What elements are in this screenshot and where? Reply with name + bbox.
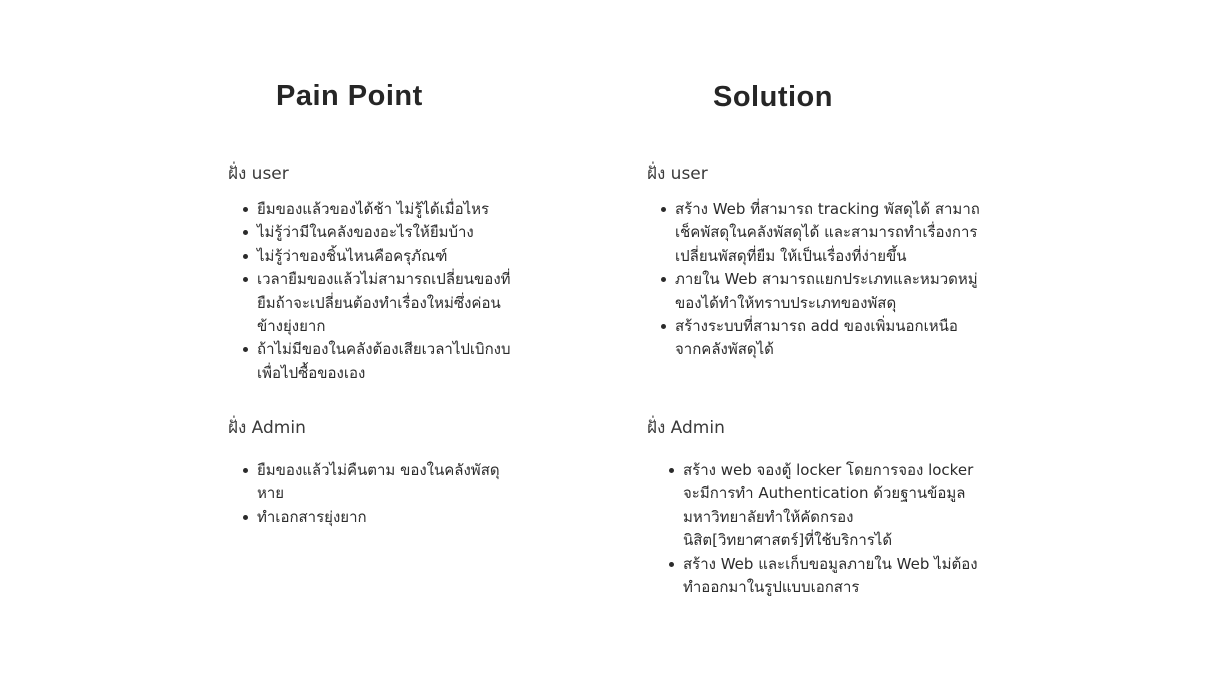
pain-admin-item: ยืมของแล้วไม่คืนตาม ของในคลังพัสดุหาย [257,459,519,506]
solution-user-list [675,198,980,362]
pain-admin-label: ฝั่ง Admin [228,418,306,438]
solution-admin-item: สร้าง web จองตู้ locker โดยการจอง locker จะมีการทำ Authentication ด้วยฐานข้อมูลมหาวิทยาลัยทำให้คัดกรองนิสิต[วิทยาศาสตร์]ที่ใช้บริการได้ [683,459,983,553]
solution-user-item: สร้าง Web ที่สามารถ tracking พัสดุได้ สามาถเช็คพัสดุในคลังพัสดุได้ และสามารถทำเรื่องการเปลี่ยนพัสดุที่ยืม ให้เป็นเรื่องที่ง่ายขึ้น [675,198,980,268]
pain-user-item: ไม่รู้ว่าของชิ้นไหนคือครุภัณฑ์ [257,245,519,268]
solution-admin-item: สร้าง Web และเก็บขอมูลภายใน Web ไม่ต้องทำออกมาในรูปแบบเอกสาร [683,553,983,600]
solution-user-label: ฝั่ง user [647,164,708,184]
solution-user-item: สร้างระบบที่สามารถ add ของเพิ่มนอกเหนือจากคลังพัสดุได้ [675,315,980,362]
pain-user-item: ยืมของแล้วของได้ช้า ไม่รู้ได้เมื่อไหร [257,198,519,221]
pain-user-list [257,198,519,385]
solution-title: Solution [713,81,833,113]
pain-admin-list [257,459,519,529]
solution-user-item: ภายใน Web สามารถแยกประเภทและหมวดหมู่ของได้ทำให้ทราบประเภทของพัสดุ [675,268,980,315]
pain-point-title: Pain Point [276,80,423,112]
solution-admin-label: ฝั่ง Admin [647,418,725,438]
pain-user-item: ไม่รู้ว่ามีในคลังของอะไรให้ยืมบ้าง [257,221,519,244]
pain-user-item: ถ้าไม่มีของในคลังต้องเสียเวลาไปเบิกงบเพื่อไปซื้อของเอง [257,338,519,385]
pain-admin-item: ทำเอกสารยุ่งยาก [257,506,519,529]
solution-admin-list [683,459,983,599]
pain-user-item: เวลายืมของแล้วไม่สามารถเปลี่ยนของที่ยืมถ้าจะเปลี่ยนต้องทำเรื่องใหม่ซึ่งค่อนข้างยุ่งยาก [257,268,519,338]
pain-user-label: ฝั่ง user [228,164,289,184]
